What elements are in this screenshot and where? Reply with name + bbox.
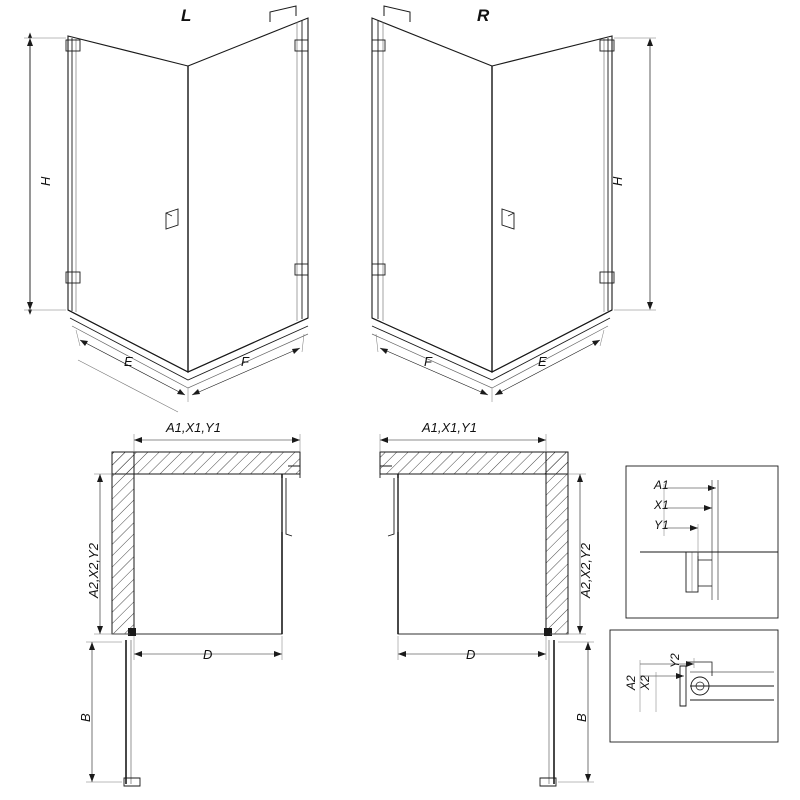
iso-right-variant-label: R (477, 6, 490, 25)
plan-right-door-dim-label: B (574, 713, 589, 722)
iso-right-bottom-left-label: F (424, 354, 432, 369)
iso-right-bottom-right-label: E (538, 354, 547, 369)
plan-right-inner-dim-label: D (466, 647, 476, 662)
detail-top-box (626, 466, 778, 618)
plan-right-top-dim-label: A1,X1,Y1 (422, 420, 477, 435)
plan-left-door-dim-label: B (78, 713, 93, 722)
iso-left-bottom-left-label: E (124, 354, 133, 369)
detail-top-label-x1: X1 (654, 498, 669, 512)
iso-left-variant-label: L (181, 6, 192, 25)
detail-bottom-label-y2: Y2 (668, 653, 682, 668)
detail-bottom-label-x2: X2 (638, 675, 652, 690)
iso-view-right (372, 6, 656, 402)
iso-left-height-label: H (38, 176, 53, 186)
detail-top-label-a1: A1 (654, 478, 669, 492)
iso-right-height-label: H (610, 176, 625, 186)
iso-view-left (24, 6, 308, 412)
plan-right-side-dim-label: A2,X2,Y2 (578, 543, 593, 598)
plan-view-right (380, 434, 594, 786)
plan-left-inner-dim-label: D (203, 647, 213, 662)
detail-bottom-label-a2: A2 (624, 675, 638, 690)
plan-view-left (86, 434, 300, 786)
plan-left-side-dim-label: A2,X2,Y2 (86, 543, 101, 598)
iso-left-bottom-right-label: F (241, 354, 249, 369)
plan-left-top-dim-label: A1,X1,Y1 (166, 420, 221, 435)
detail-top-label-y1: Y1 (654, 518, 669, 532)
